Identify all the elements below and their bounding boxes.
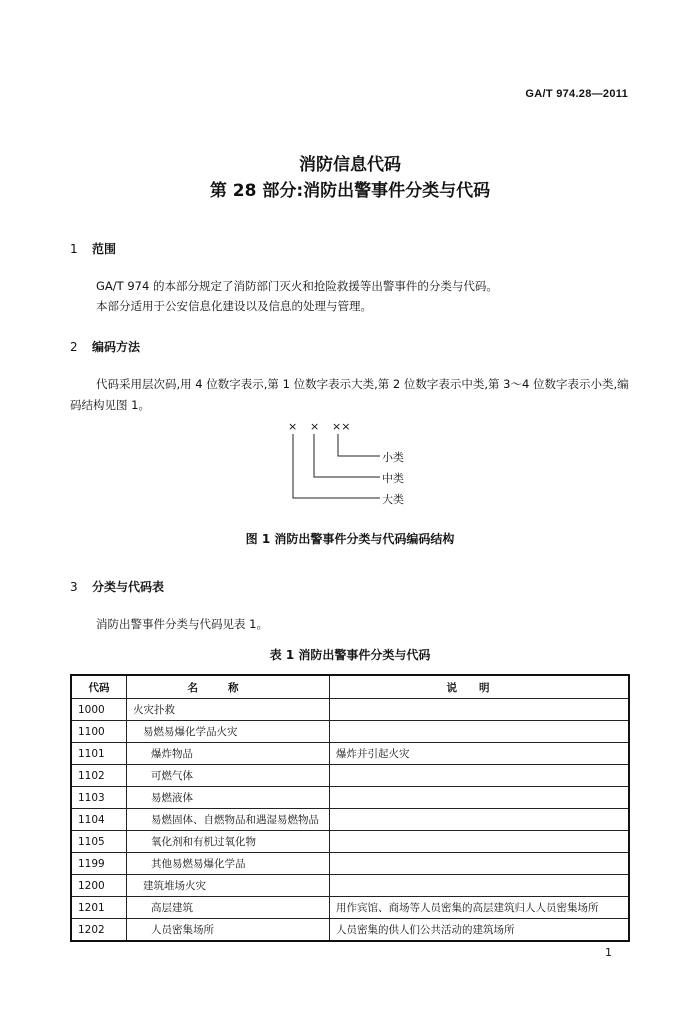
row-description: [330, 787, 630, 809]
header-description: [330, 675, 630, 699]
diagram-label-small-class: 小类: [382, 451, 404, 464]
section-2-paragraph: 代码采用层次码,用 4 位数字表示,第 1 位数字表示大类,第 2 位数字表示中类,第 3～4 位数字表示小类,编码结构见图 1。: [70, 377, 629, 412]
row-name: 火灾扑救: [127, 699, 330, 721]
section-2-heading: [70, 338, 140, 355]
diagram-mark-major: ×: [288, 420, 298, 433]
coding-structure-diagram: [280, 420, 420, 510]
row-code: 1201: [71, 897, 127, 919]
row-description: [330, 721, 630, 743]
section-1-paragraph-2: 本部分适用于公安信息化建设以及信息的处理与管理。: [96, 299, 372, 313]
section-3-title: 分类与代码表: [92, 580, 165, 594]
header-name-text: 名称: [187, 681, 269, 694]
row-name: 易燃易爆化学品火灾: [127, 721, 330, 743]
row-name: 人员密集场所: [127, 919, 330, 942]
table-row: [71, 721, 629, 743]
row-code: 1199: [71, 853, 127, 875]
row-code: 1102: [71, 765, 127, 787]
row-code: 1105: [71, 831, 127, 853]
event-code-table: [70, 674, 630, 942]
row-description: [330, 765, 630, 787]
diagram-mark-middle: ×: [310, 420, 320, 433]
document-subtitle: 第 28 部分:消防出警事件分类与代码: [209, 181, 491, 201]
row-code: 1104: [71, 809, 127, 831]
table-row: [71, 765, 629, 787]
diagram-label-large-class: 大类: [382, 493, 404, 506]
section-2-title: 编码方法: [92, 340, 141, 354]
row-name: 氧化剂和有机过氧化物: [127, 831, 330, 853]
table-row: [71, 743, 629, 765]
section-3-number: 3: [70, 580, 78, 594]
figure-caption: 图 1 消防出警事件分类与代码编码结构: [245, 532, 455, 546]
table-row: [71, 699, 629, 721]
document-title: 消防信息代码: [299, 155, 401, 175]
row-name: 可燃气体: [127, 765, 330, 787]
row-description: [330, 809, 630, 831]
table-row: [71, 853, 629, 875]
row-description: 爆炸并引起火灾: [330, 743, 630, 765]
row-name: 易燃液体: [127, 787, 330, 809]
section-1-title: 范围: [92, 242, 117, 256]
table-row: [71, 809, 629, 831]
row-name: 高层建筑: [127, 897, 330, 919]
table-row: [71, 897, 629, 919]
header-name: [127, 675, 330, 699]
section-1-number: 1: [70, 242, 78, 256]
table-caption: 表 1 消防出警事件分类与代码: [269, 648, 431, 662]
row-code: 1100: [71, 721, 127, 743]
row-code: 1200: [71, 875, 127, 897]
table-row: [71, 787, 629, 809]
row-name: 爆炸物品: [127, 743, 330, 765]
section-2-number: 2: [70, 340, 78, 354]
diagram-mark-minor: ××: [332, 420, 351, 433]
row-description: [330, 853, 630, 875]
section-1-paragraph-1: GA/T 974 的本部分规定了消防部门灭火和抢险救援等出警事件的分类与代码。: [96, 279, 498, 293]
table-row: [71, 919, 629, 942]
row-description: [330, 699, 630, 721]
section-1-heading: [70, 240, 116, 257]
row-code: 1101: [71, 743, 127, 765]
row-code: 1103: [71, 787, 127, 809]
row-code: 1000: [71, 699, 127, 721]
row-description: 人员密集的供人们公共活动的建筑场所: [330, 919, 630, 942]
page-number: 1: [605, 946, 612, 959]
row-name: 易燃固体、自燃物品和遇湿易燃物品: [127, 809, 330, 831]
standard-number: GA/T 974.28—2011: [525, 88, 628, 100]
row-description: 用作宾馆、商场等人员密集的高层建筑归人人员密集场所: [330, 897, 630, 919]
row-name: 建筑堆场火灾: [127, 875, 330, 897]
table-row: [71, 831, 629, 853]
row-code: 1202: [71, 919, 127, 942]
header-code: 代码: [71, 675, 127, 699]
table-row: [71, 875, 629, 897]
section-3-heading: [70, 578, 164, 595]
section-3-paragraph: 消防出警事件分类与代码见表 1。: [96, 617, 268, 631]
row-name: 其他易燃易爆化学品: [127, 853, 330, 875]
row-description: [330, 831, 630, 853]
table-header-row: [71, 675, 629, 699]
header-description-text: 说明: [446, 681, 512, 694]
diagram-label-middle-class: 中类: [382, 472, 404, 485]
row-description: [330, 875, 630, 897]
